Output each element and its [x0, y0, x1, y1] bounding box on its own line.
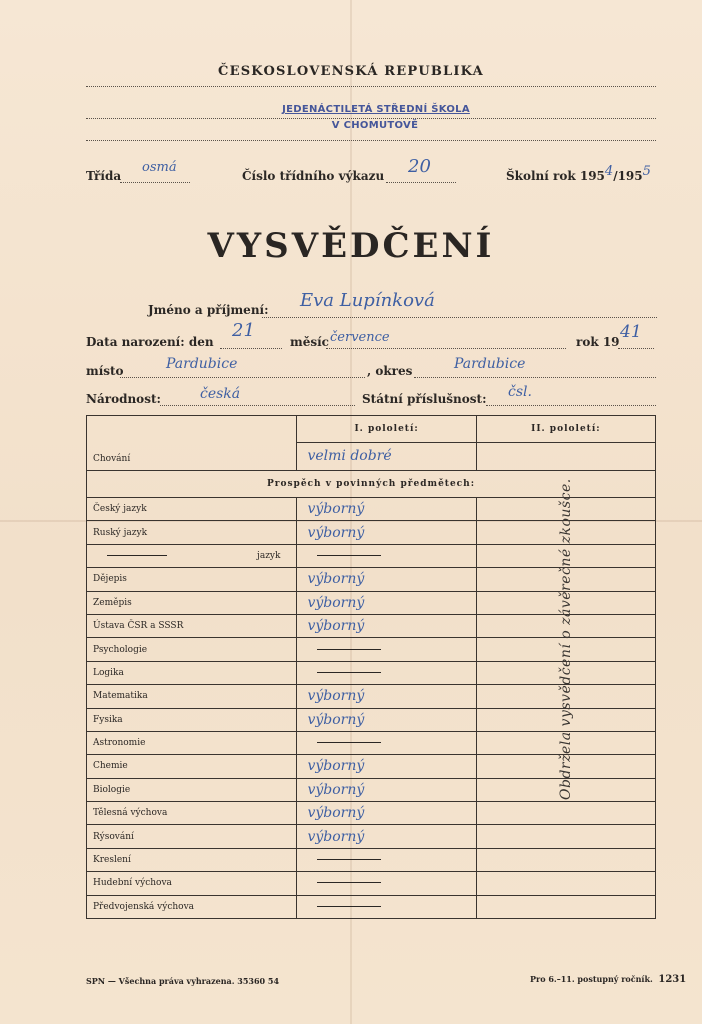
- behavior-value-cell-2: [476, 442, 655, 470]
- subject-cell: [87, 848, 297, 871]
- grade-cell-semester2: [476, 895, 655, 918]
- grade-value: výborný: [307, 524, 365, 541]
- document-title: VYSVĚDČENÍ: [207, 226, 495, 266]
- place-value: Pardubice: [166, 356, 238, 372]
- footer-right: Pro 6.–11. postupný ročník. 1231: [530, 974, 687, 985]
- behavior-value-cell: [297, 442, 476, 470]
- class-label: Třída: [86, 169, 122, 183]
- grade-blank-dash: [317, 649, 381, 650]
- grade-cell: [297, 544, 476, 567]
- subject-name: Dějepis: [93, 574, 127, 585]
- dotted-line: [220, 348, 282, 349]
- grade-value: výborný: [307, 805, 365, 822]
- subject-name: Český jazyk: [93, 504, 147, 515]
- subject-name: Fysika: [93, 714, 123, 725]
- subject-cell: [87, 568, 297, 591]
- side-note: Obdržela vysvědčení o závěrečné zkoušce.: [558, 478, 574, 800]
- semester2-header: II. pololetí:: [476, 416, 655, 443]
- school-stamp-line2: V CHOMUTOVĚ: [331, 120, 419, 131]
- grade-value: výborný: [307, 758, 365, 775]
- subject-name: Psychologie: [93, 644, 148, 655]
- subject-name: Kreslení: [93, 855, 131, 866]
- grade-blank-dash: [317, 672, 381, 673]
- district-label: , okres: [367, 364, 413, 378]
- dotted-line: [386, 182, 456, 183]
- grade-cell-semester2: [476, 802, 655, 825]
- school-year: Školní rok 1954/1955: [506, 164, 651, 183]
- year-hand-1: 4: [604, 164, 614, 179]
- grade-cell: [297, 614, 476, 637]
- subject-cell: [87, 661, 297, 684]
- grade-value: výborný: [307, 711, 365, 728]
- subject-name: Matematika: [93, 691, 148, 702]
- subject-name: Astronomie: [93, 738, 146, 749]
- birth-day: 21: [232, 320, 255, 341]
- year-label: rok 19: [576, 335, 620, 349]
- name-value: Eva Lupínková: [300, 290, 435, 311]
- year-hand-2: 5: [642, 164, 651, 179]
- subject-cell: [87, 825, 297, 848]
- month-value: července: [330, 330, 390, 345]
- subject-name: Tělesná výchova: [93, 808, 168, 819]
- citizenship-label: Státní příslušnost:: [362, 392, 487, 406]
- dotted-line: [262, 317, 657, 318]
- subject-name: Chemie: [93, 761, 128, 772]
- grade-blank-dash: [317, 742, 381, 743]
- grade-cell: [297, 708, 476, 731]
- grade-value: výborný: [307, 501, 365, 518]
- grade-value: výborný: [307, 828, 365, 845]
- subject-cell: [87, 614, 297, 637]
- subject-cell: [87, 895, 297, 918]
- grade-cell: [297, 685, 476, 708]
- subject-cell: [87, 521, 297, 544]
- grade-cell-semester2: [476, 872, 655, 895]
- dotted-line: [120, 182, 190, 183]
- section-title: Prospěch v povinných předmětech:: [87, 471, 656, 498]
- subject-cell: [87, 755, 297, 778]
- table-row: [87, 802, 656, 825]
- grade-value: výborný: [307, 594, 365, 611]
- subject-cell: [87, 591, 297, 614]
- behavior-label: Chování: [87, 416, 297, 471]
- table-row: [87, 848, 656, 871]
- dotted-line: [486, 405, 656, 406]
- subject-cell: [87, 802, 297, 825]
- subject-cell: [87, 638, 297, 661]
- district-value: Pardubice: [454, 356, 526, 372]
- subject-cell: [87, 778, 297, 801]
- table-header-row: [87, 416, 656, 443]
- grade-cell-semester2: [476, 848, 655, 871]
- citizenship-value: čsl.: [508, 384, 532, 400]
- name-label: Jméno a příjmení:: [148, 303, 269, 317]
- dotted-line: [414, 377, 656, 378]
- subject-name: Hudební výchova: [93, 878, 172, 889]
- grade-cell: [297, 638, 476, 661]
- grade-cell: [297, 872, 476, 895]
- grade-blank-dash: [317, 882, 381, 883]
- birth-year: 41: [620, 322, 642, 342]
- grade-cell: [297, 521, 476, 544]
- foreign-language-blank: [107, 555, 167, 556]
- subject-cell: [87, 708, 297, 731]
- record-value: 20: [408, 156, 431, 177]
- dotted-line: [160, 405, 355, 406]
- month-label: měsíc: [290, 335, 329, 349]
- dotted-line: [86, 118, 656, 119]
- record-label: Číslo třídního výkazu: [242, 169, 385, 183]
- subject-name: Logika: [93, 667, 124, 678]
- grade-value: výborný: [307, 571, 365, 588]
- subject-cell: [87, 498, 297, 521]
- grade-blank-dash: [317, 555, 381, 556]
- subject-name: Rýsování: [93, 831, 134, 842]
- grade-cell: [297, 755, 476, 778]
- dotted-line: [86, 86, 656, 87]
- nationality-label: Národnost:: [86, 392, 161, 406]
- birth-label: Data narození: den: [86, 335, 214, 349]
- grade-cell: [297, 778, 476, 801]
- dotted-line: [326, 348, 566, 349]
- grade-value: výborný: [307, 688, 365, 705]
- grade-cell: [297, 568, 476, 591]
- grade-cell: [297, 848, 476, 871]
- place-label: místo: [86, 364, 124, 378]
- table-row: [87, 825, 656, 848]
- school-stamp-line1: JEDENÁCTILETÁ STŘEDNÍ ŠKOLA: [282, 104, 470, 115]
- subject-name: Ruský jazyk: [93, 527, 148, 538]
- grade-cell: [297, 591, 476, 614]
- country-heading: ČESKOSLOVENSKÁ REPUBLIKA: [218, 64, 484, 79]
- grade-cell-semester2: [476, 825, 655, 848]
- footer-left: SPN — Všechna práva vyhrazena. 35360 54: [86, 976, 280, 986]
- subject-cell: [87, 731, 297, 754]
- grade-blank-dash: [317, 906, 381, 907]
- grade-cell: [297, 802, 476, 825]
- dotted-line: [618, 348, 654, 349]
- subject-name: Zeměpis: [93, 597, 132, 608]
- dotted-line: [86, 140, 656, 141]
- grade-cell: [297, 498, 476, 521]
- table-row: [87, 895, 656, 918]
- class-value: osmá: [142, 160, 177, 175]
- subject-name: Biologie: [93, 784, 131, 795]
- subject-cell: [87, 685, 297, 708]
- language-suffix: jazyk: [257, 550, 281, 561]
- subject-cell: [87, 544, 297, 567]
- grade-cell: [297, 731, 476, 754]
- grade-cell: [297, 895, 476, 918]
- behavior-value: velmi dobré: [307, 448, 392, 465]
- grade-cell: [297, 661, 476, 684]
- nationality-value: česká: [200, 386, 241, 402]
- grade-value: výborný: [307, 618, 365, 635]
- dotted-line: [120, 377, 365, 378]
- table-row: [87, 872, 656, 895]
- grade-value: výborný: [307, 781, 365, 798]
- subject-name: Ústava ČSR a SSSR: [93, 621, 184, 632]
- subject-name: Předvojenská výchova: [93, 901, 195, 912]
- grade-blank-dash: [317, 859, 381, 860]
- subject-cell: [87, 872, 297, 895]
- semester1-header: I. pololetí:: [297, 416, 476, 443]
- grade-cell: [297, 825, 476, 848]
